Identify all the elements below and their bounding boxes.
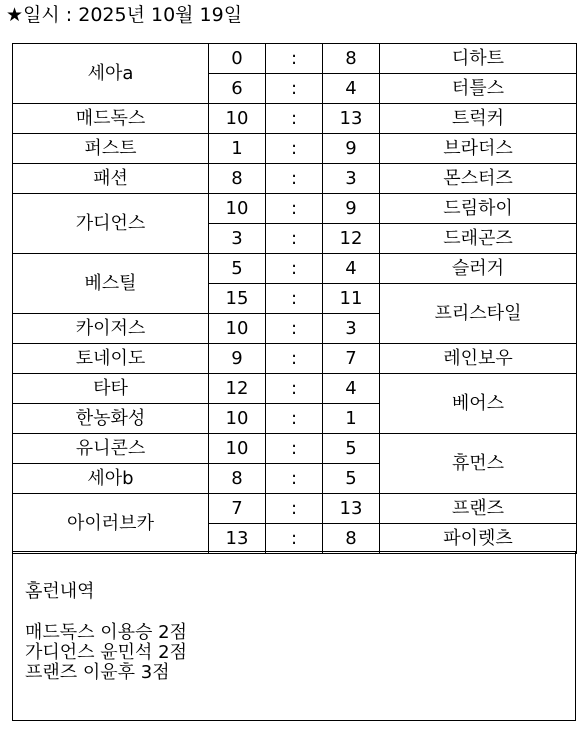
team-cell: 아이러브카 <box>13 494 209 554</box>
score-separator: : <box>266 254 323 284</box>
score-separator: : <box>266 284 323 314</box>
score-separator: : <box>266 464 323 494</box>
team-cell: 한농화성 <box>13 404 209 434</box>
team-cell: 패션 <box>13 164 209 194</box>
score-separator: : <box>266 134 323 164</box>
team-cell: 퍼스트 <box>13 134 209 164</box>
away-score: 9 <box>323 134 380 164</box>
score-separator: : <box>266 344 323 374</box>
home-score: 13 <box>209 524 266 554</box>
homerun-entry: 가디언스 윤민석 2점 <box>25 642 187 663</box>
score-separator: : <box>266 74 323 104</box>
home-score: 5 <box>209 254 266 284</box>
home-score: 8 <box>209 464 266 494</box>
away-score: 4 <box>323 254 380 284</box>
table-row <box>13 134 577 164</box>
opponent-cell: 휴먼스 <box>380 434 577 494</box>
away-score: 5 <box>323 434 380 464</box>
table-row <box>13 254 577 284</box>
table-row <box>13 164 577 194</box>
opponent-cell: 베어스 <box>380 374 577 434</box>
team-cell: 세아b <box>13 464 209 494</box>
team-cell: 타타 <box>13 374 209 404</box>
score-separator: : <box>266 104 323 134</box>
homerun-entry: 프랜즈 이윤후 3점 <box>25 662 170 683</box>
home-score: 10 <box>209 314 266 344</box>
away-score: 3 <box>323 164 380 194</box>
team-cell: 가디언스 <box>13 194 209 254</box>
score-separator: : <box>266 224 323 254</box>
home-score: 0 <box>209 44 266 74</box>
home-score: 6 <box>209 74 266 104</box>
away-score: 4 <box>323 374 380 404</box>
away-score: 13 <box>323 104 380 134</box>
match-date <box>6 0 242 30</box>
away-score: 8 <box>323 524 380 554</box>
home-score: 15 <box>209 284 266 314</box>
score-separator: : <box>266 434 323 464</box>
score-separator: : <box>266 164 323 194</box>
opponent-cell: 슬러거 <box>380 254 577 284</box>
home-score: 1 <box>209 134 266 164</box>
away-score: 13 <box>323 494 380 524</box>
score-separator: : <box>266 314 323 344</box>
homerun-title: 홈런내역 <box>25 581 95 602</box>
away-score: 12 <box>323 224 380 254</box>
away-score: 4 <box>323 74 380 104</box>
home-score: 9 <box>209 344 266 374</box>
homerun-section <box>12 551 576 721</box>
home-score: 10 <box>209 404 266 434</box>
team-cell: 카이저스 <box>13 314 209 344</box>
opponent-cell: 몬스터즈 <box>380 164 577 194</box>
score-separator: : <box>266 44 323 74</box>
away-score: 8 <box>323 44 380 74</box>
table-row <box>13 344 577 374</box>
table-row <box>13 194 577 224</box>
opponent-cell: 디하트 <box>380 44 577 74</box>
team-cell: 세아a <box>13 44 209 104</box>
team-cell: 토네이도 <box>13 344 209 374</box>
table-row <box>13 374 577 404</box>
opponent-cell: 드림하이 <box>380 194 577 224</box>
team-cell: 유니콘스 <box>13 434 209 464</box>
score-separator: : <box>266 494 323 524</box>
away-score: 3 <box>323 314 380 344</box>
home-score: 12 <box>209 374 266 404</box>
opponent-cell: 드래곤즈 <box>380 224 577 254</box>
score-separator: : <box>266 374 323 404</box>
away-score: 5 <box>323 464 380 494</box>
team-cell: 매드독스 <box>13 104 209 134</box>
opponent-cell: 파이렛츠 <box>380 524 577 554</box>
star-icon: ★ <box>6 4 24 26</box>
home-score: 8 <box>209 164 266 194</box>
home-score: 7 <box>209 494 266 524</box>
opponent-cell: 프리스타일 <box>380 284 577 344</box>
opponent-cell: 브라더스 <box>380 134 577 164</box>
opponent-cell: 터틀스 <box>380 74 577 104</box>
home-score: 10 <box>209 434 266 464</box>
away-score: 1 <box>323 404 380 434</box>
table-row <box>13 494 577 524</box>
results-table <box>12 43 577 554</box>
away-score: 11 <box>323 284 380 314</box>
home-score: 10 <box>209 194 266 224</box>
score-separator: : <box>266 194 323 224</box>
home-score: 10 <box>209 104 266 134</box>
table-row <box>13 44 577 74</box>
score-separator: : <box>266 524 323 554</box>
opponent-cell: 프랜즈 <box>380 494 577 524</box>
away-score: 9 <box>323 194 380 224</box>
opponent-cell: 트럭커 <box>380 104 577 134</box>
home-score: 3 <box>209 224 266 254</box>
table-row <box>13 104 577 134</box>
homerun-entry: 매드독스 이용승 2점 <box>25 622 187 643</box>
score-separator: : <box>266 404 323 434</box>
away-score: 7 <box>323 344 380 374</box>
team-cell: 베스틸 <box>13 254 209 314</box>
table-row <box>13 434 577 464</box>
opponent-cell: 레인보우 <box>380 344 577 374</box>
date-text: 일시 : 2025년 10월 19일 <box>23 4 243 26</box>
